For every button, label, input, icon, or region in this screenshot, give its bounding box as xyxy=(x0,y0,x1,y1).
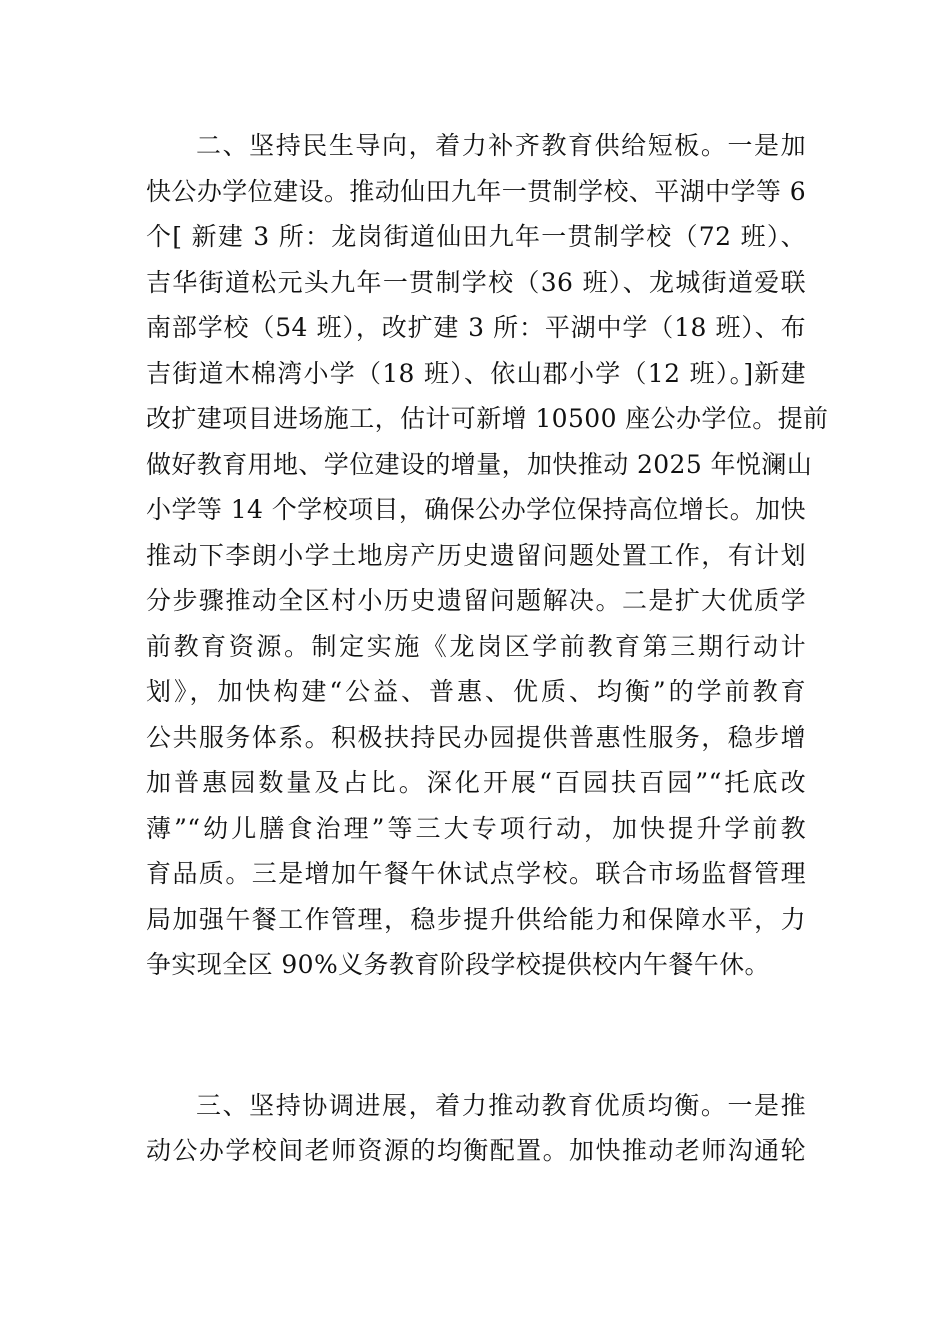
paragraph-2-public-degrees xyxy=(146,123,829,988)
document-body xyxy=(146,123,829,1174)
text-line: 动公办学校间老师资源的均衡配置。加快推动老师沟通轮 xyxy=(146,1136,806,1165)
text-line: 三、坚持协调进展，着力推动教育优质均衡。一是推 xyxy=(196,1090,806,1120)
text-line: 加普惠园数量及占比。深化开展“百园扶百园”“托底改 xyxy=(146,768,806,797)
paragraph-3-balanced-development xyxy=(146,1083,806,1174)
text-line: 公共服务体系。积极扶持民办园提供普惠性服务，稳步增 xyxy=(146,722,806,752)
text-line: 吉华街道松元头九年一贯制学校（36 班）、龙城街道爱联 xyxy=(146,267,806,297)
text-line: 做好教育用地、学位建设的增量，加快推动 2025 年悦澜山 xyxy=(146,449,813,479)
text-line: 划》，加快构建“公益、普惠、优质、均衡”的学前教育 xyxy=(146,677,806,706)
text-line: 分步骤推动全区村小历史遗留问题解决。二是扩大优质学 xyxy=(146,586,806,615)
text-line: 个[ 新建 3 所：龙岗街道仙田九年一贯制学校（72 班）、 xyxy=(146,222,806,251)
text-line: 局加强午餐工作管理，稳步提升供给能力和保障水平，力 xyxy=(146,904,806,934)
text-line: 前教育资源。制定实施《龙岗区学前教育第三期行动计 xyxy=(146,631,806,661)
text-line: 快公办学位建设。推动仙田九年一贯制学校、平湖中学等 6 xyxy=(146,176,806,206)
text-line: 南部学校（54 班），改扩建 3 所：平湖中学（18 班）、布 xyxy=(146,313,806,342)
text-line: 改扩建项目进场施工，估计可新增 10500 座公办学位。提前 xyxy=(146,404,829,433)
text-line-last: 争实现全区 90%义务教育阶段学校提供校内午餐午休。 xyxy=(146,950,770,979)
text-line: 推动下李朗小学土地房产历史遗留问题处置工作，有计划 xyxy=(146,540,806,570)
text-line: 吉街道木棉湾小学（18 班）、依山郡小学（12 班）。]新建 xyxy=(146,358,806,388)
text-line: 小学等 14 个学校项目，确保公办学位保持高位增长。加快 xyxy=(146,495,806,524)
paragraph-spacer xyxy=(146,988,806,1083)
text-line: 薄”“幼儿膳食治理”等三大专项行动，加快提升学前教 xyxy=(146,813,806,843)
text-line: 育品质。三是增加午餐午休试点学校。联合市场监督管理 xyxy=(146,859,806,888)
text-line: 二、坚持民生导向，着力补齐教育供给短板。一是加 xyxy=(196,131,806,160)
